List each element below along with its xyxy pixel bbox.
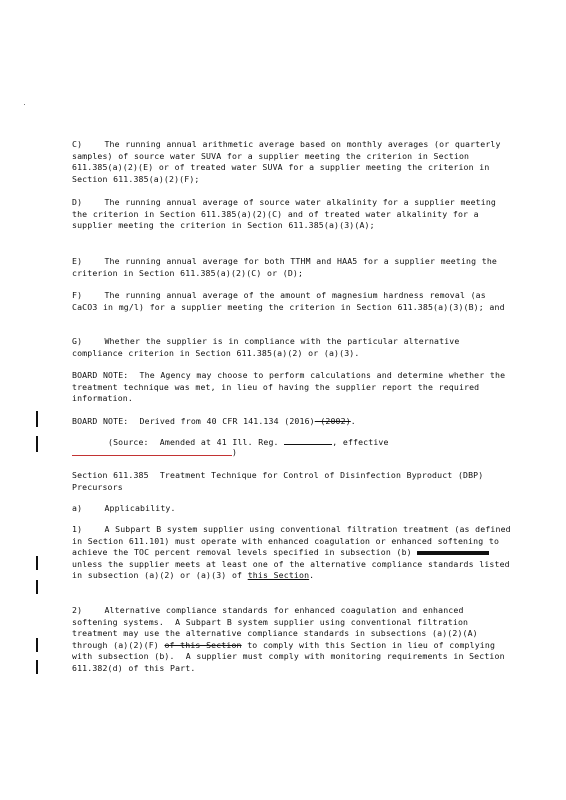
- change-bar: [36, 638, 38, 652]
- source-mid: , effective: [332, 437, 389, 447]
- section-heading-text: Section 611.385 Treatment Technique for Control of Disinfection Byproduct (DBP) Precursors: [72, 470, 489, 492]
- paragraph-1-part2: unless the supplier meets at least one of the alternative compliance standards listed in subsection (a)(2) or (a)(3) of: [72, 547, 516, 581]
- paragraph-2-struck: of this Section: [164, 639, 242, 650]
- change-bar: [36, 660, 38, 674]
- redaction-mark: [417, 551, 489, 555]
- board-note-1: [72, 370, 512, 405]
- change-bar: [36, 411, 38, 427]
- paragraph-2: [72, 605, 512, 675]
- board-note-2: [72, 416, 512, 428]
- paragraph-2-part2: to comply with this Section in lieu of complying with subsection (b). A supplier must comply with monitoring requirements in Section 611.382(d) of this Part.: [72, 639, 511, 673]
- paragraph-d-text: D) The running annual average of source water alkalinity for a supplier meeting the criterion in Section 611.385(a)(2)(C) and of treated water alkalinity for a supplier meeting the criterion in Section 611.385(a)(3)(A);: [72, 197, 502, 231]
- change-bar: [36, 436, 38, 452]
- paragraph-e-text: E) The running annual average for both TTHM and HAA5 for a supplier meeting the criterion in Section 611.385(a)(2)(C) or (D);: [72, 256, 503, 278]
- board-note-2-struck: (2002): [314, 416, 351, 426]
- paragraph-2-part1: 2) Alternative compliance standards for enhanced coagulation and enhanced softening systems. A Subpart B system supplier using conventional filtration treatment may use the alternative compliance standards in subsections (a)(2)(A) through (a)(2)(F): [72, 605, 484, 650]
- paragraph-g-text: G) Whether the supplier is in compliance with the particular alternative compliance criterion in Section 611.385(a)(2) or (a)(3).: [72, 336, 466, 358]
- paragraph-1: [72, 524, 517, 582]
- source-prefix: (Source: Amended at 41 Ill. Reg.: [108, 437, 285, 447]
- change-bar: [36, 556, 38, 570]
- board-note-2-prefix: BOARD NOTE: Derived from 40 CFR 141.134 (2016): [72, 416, 315, 426]
- source-note: [108, 437, 512, 449]
- paragraph-c: [72, 139, 512, 185]
- paragraph-1-part1: 1) A Subpart B system supplier using conventional filtration treatment (as defined in Section 611.101) must operate with enhanced coagulation or enhanced softening to achieve the TOC percent removal levels specified in subsection (b): [72, 524, 517, 558]
- paragraph-d: [72, 197, 512, 232]
- paragraph-e: [72, 256, 512, 279]
- change-bar: [36, 580, 38, 594]
- paragraph-f: [72, 290, 512, 313]
- source-close-paren: ): [232, 447, 237, 457]
- paragraph-g: [72, 336, 512, 359]
- paragraph-c-text: C) The running annual arithmetic average based on monthly averages (or quarterly samples) of source water SUVA for a supplier meeting the criterion in Section 611.385(a)(2)(E) or of treated water SUVA for a supplier meeting the criterion in Section 611.385(a)(2)(F);: [72, 139, 507, 184]
- paragraph-1-underlined: this Section: [247, 570, 310, 581]
- paragraph-1-end: .: [309, 570, 315, 581]
- paragraph-f-text: F) The running annual average of the amount of magnesium hardness removal (as CaCO3 in mg/l) for a supplier meeting the criterion in Section 611.385(a)(3)(B); and: [72, 290, 505, 312]
- board-note-1-text: BOARD NOTE: The Agency may choose to perform calculations and determine whether the treatment technique was met, in lieu of having the supplier report the required information.: [72, 370, 511, 404]
- source-blank-1: [284, 444, 332, 445]
- paragraph-a-text: a) Applicability.: [72, 503, 176, 513]
- paragraph-a: [72, 503, 512, 515]
- board-note-2-suffix: .: [350, 416, 356, 426]
- scan-speck: [24, 104, 25, 105]
- section-heading: [72, 470, 512, 493]
- source-blank-2: [72, 455, 232, 456]
